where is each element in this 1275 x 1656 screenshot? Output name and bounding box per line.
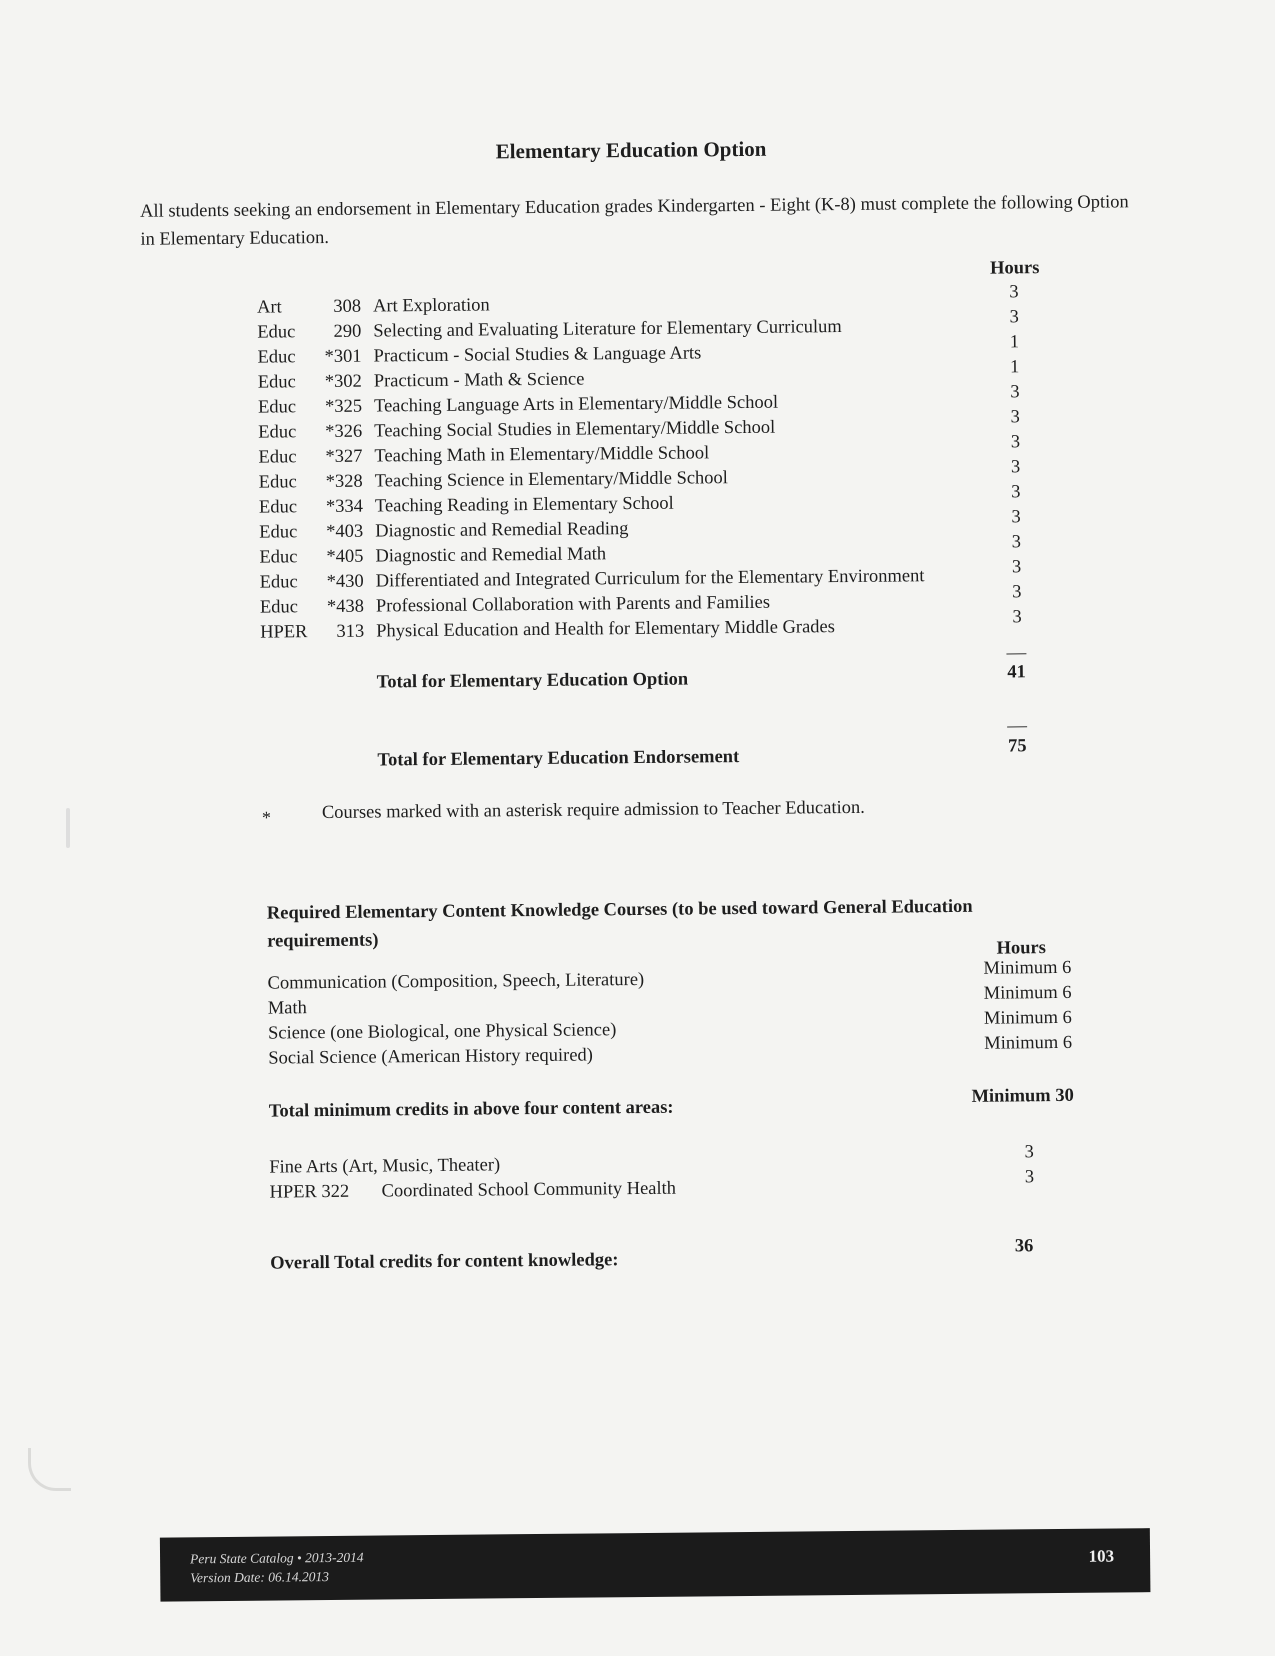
course-number: *301 xyxy=(324,346,362,368)
course-title: Teaching Math in Elementary/Middle School xyxy=(374,443,710,467)
overall-total-label: Overall Total credits for content knowledge: xyxy=(270,1250,619,1274)
course-dept: Educ xyxy=(258,422,297,443)
extra-course-hours: 3 xyxy=(1024,1167,1035,1188)
footer-version-date: Version Date: 06.14.2013 xyxy=(190,1569,330,1586)
content-area-label: Science (one Biological, one Physical Science) xyxy=(267,1020,617,1044)
total-rule xyxy=(1007,726,1027,727)
course-title: Teaching Science in Elementary/Middle School xyxy=(374,468,729,492)
content-area-hours: Minimum 6 xyxy=(983,1007,1072,1029)
total-endorsement-value: 75 xyxy=(1007,736,1027,757)
course-hours: 3 xyxy=(1011,557,1022,578)
overall-total-value: 36 xyxy=(1014,1236,1034,1257)
content-area-list xyxy=(267,957,1088,1072)
course-dept: Educ xyxy=(259,547,298,568)
course-hours: 3 xyxy=(1010,382,1020,403)
course-dept: Educ xyxy=(257,347,296,368)
total-option-value: 41 xyxy=(1007,662,1026,683)
extra-course-code: HPER 322 xyxy=(269,1181,350,1203)
course-title: Selecting and Evaluating Literature for Elementary Curriculum xyxy=(373,317,842,342)
course-hours: 1 xyxy=(1009,357,1020,378)
course-dept: Educ xyxy=(259,522,298,543)
course-hours: 3 xyxy=(1011,482,1021,503)
course-number: *403 xyxy=(326,521,364,542)
course-hours: 3 xyxy=(1010,457,1021,478)
course-number: *430 xyxy=(326,571,364,592)
course-number: *328 xyxy=(325,471,363,493)
total-min-value: Minimum 30 xyxy=(971,1085,1074,1107)
course-title: Teaching Language Arts in Elementary/Middle School xyxy=(373,392,779,417)
course-dept: Educ xyxy=(259,597,299,618)
course-hours: 3 xyxy=(1012,607,1022,628)
course-hours: 1 xyxy=(1009,332,1020,353)
extra-course-list xyxy=(269,1142,1089,1206)
course-number: 308 xyxy=(333,296,362,317)
course-title: Practicum - Social Studies & Language Arts xyxy=(373,343,702,367)
course-number: 290 xyxy=(333,321,362,342)
course-dept: Educ xyxy=(257,322,296,343)
course-number: 313 xyxy=(336,621,365,642)
footer-catalog-info xyxy=(190,1548,364,1588)
footer-catalog-title: Peru State Catalog • 2013-2014 xyxy=(189,1549,364,1567)
total-min-label: Total minimum credits in above four content areas: xyxy=(268,1097,674,1122)
content-area-label: Math xyxy=(267,998,307,1019)
course-number: *405 xyxy=(326,546,364,567)
course-dept: Art xyxy=(256,297,282,318)
content-area-hours: Minimum 6 xyxy=(984,1032,1073,1054)
course-title: Teaching Reading in Elementary School xyxy=(374,493,674,517)
extra-course-label xyxy=(269,1153,500,1180)
course-dept: Educ xyxy=(258,472,297,493)
course-list xyxy=(256,282,1060,646)
extra-course-hours: 3 xyxy=(1024,1142,1034,1163)
total-endorsement-label: Total for Elementary Education Endorsement xyxy=(377,747,740,771)
total-option-label: Total for Elementary Education Option xyxy=(376,669,689,693)
asterisk-marker: * xyxy=(261,807,272,828)
course-hours: 3 xyxy=(1009,282,1019,303)
course-number: *302 xyxy=(324,371,362,393)
hours-column-header: Hours xyxy=(989,258,1040,279)
page-number: 103 xyxy=(1088,1546,1115,1566)
course-title: Teaching Social Studies in Elementary/Middle School xyxy=(374,417,776,442)
course-number: *325 xyxy=(324,396,363,418)
course-title: Physical Education and Health for Elementary Middle Grades xyxy=(376,617,836,642)
extra-course-title: Coordinated School Community Health xyxy=(381,1178,677,1202)
content-section-heading: Required Elementary Content Knowledge Courses (to be used toward General Education requirements) xyxy=(266,896,973,952)
course-number: *334 xyxy=(325,496,364,517)
course-dept: Educ xyxy=(258,497,298,518)
scan-hole-mark xyxy=(66,808,70,848)
course-title: Art Exploration xyxy=(372,295,490,317)
content-area-label: Social Science (American History required) xyxy=(268,1045,594,1069)
course-title: Diagnostic and Remedial Reading xyxy=(375,519,629,542)
course-hours: 3 xyxy=(1009,307,1019,328)
course-hours: 3 xyxy=(1010,407,1020,428)
course-hours: 3 xyxy=(1011,532,1022,553)
course-dept: Educ xyxy=(257,397,297,418)
page-title: Elementary Education Option xyxy=(495,136,767,164)
course-dept: Educ xyxy=(258,447,297,468)
page-footer xyxy=(160,1528,1151,1602)
extra-course-title: Fine Arts (Art, Music, Theater) xyxy=(269,1155,501,1178)
asterisk-note: Courses marked with an asterisk require admission to Teacher Education. xyxy=(321,797,865,824)
course-title: Professional Collaboration with Parents and Families xyxy=(375,592,771,617)
course-hours: 3 xyxy=(1010,432,1021,453)
content-area-hours: Minimum 6 xyxy=(983,957,1072,979)
course-number: *327 xyxy=(325,446,363,468)
course-title: Practicum - Math & Science xyxy=(373,369,585,392)
extra-course-label xyxy=(269,1177,676,1206)
course-dept: HPER xyxy=(260,622,308,643)
course-title: Differentiated and Integrated Curriculum for the Elementary Environment xyxy=(375,566,925,592)
intro-paragraph: All students seeking an endorsement in Elementary Education grades Kindergarten - Eight (K-8) must complete the following Option in Elementary Education. xyxy=(140,192,1129,250)
course-number: *438 xyxy=(326,596,365,617)
content-area-hours: Minimum 6 xyxy=(983,982,1072,1004)
course-dept: Educ xyxy=(257,372,296,393)
course-number: *326 xyxy=(325,421,363,443)
content-area-label: Communication (Composition, Speech, Literature) xyxy=(267,969,645,994)
course-title: Diagnostic and Remedial Math xyxy=(375,544,607,567)
course-hours: 3 xyxy=(1012,582,1022,603)
subtotal-rule xyxy=(1006,653,1026,654)
course-hours: 3 xyxy=(1011,507,1021,528)
course-dept: Educ xyxy=(259,572,298,593)
content-hours-header: Hours xyxy=(996,938,1047,959)
